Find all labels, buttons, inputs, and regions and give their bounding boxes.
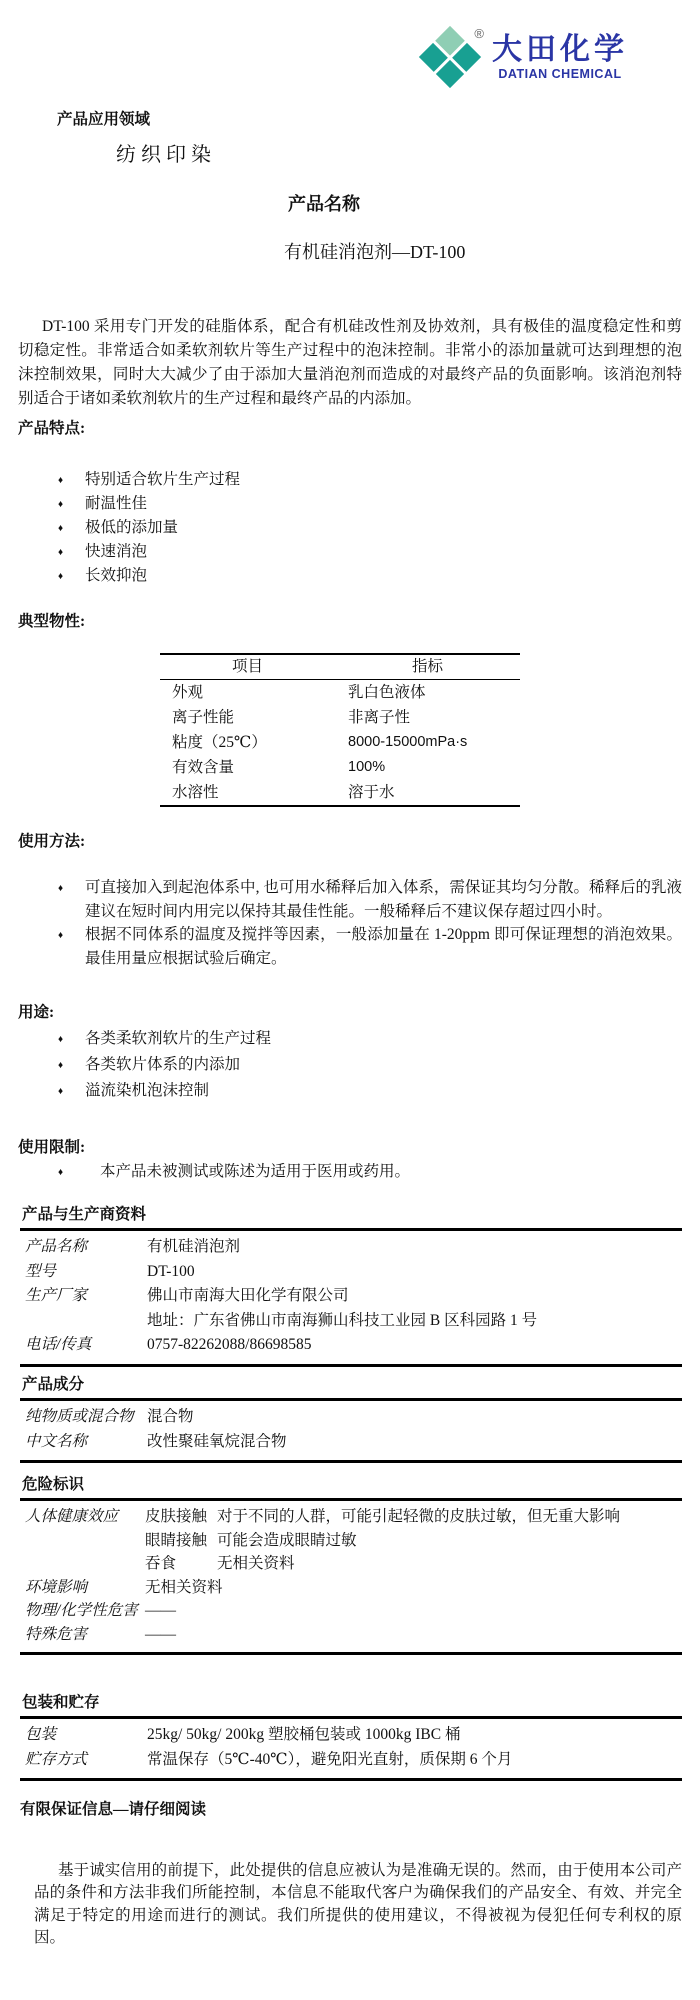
diamond-bullet-icon: ♦	[58, 1086, 64, 1097]
features-heading: 产品特点:	[18, 420, 86, 437]
diamond-bullet-icon: ♦	[58, 523, 64, 534]
hazard-row: 特殊危害 ——	[25, 1625, 176, 1643]
hazard-row: 吞食 无相关资料	[145, 1555, 295, 1572]
properties-heading: 典型物性:	[18, 613, 86, 630]
info-row: 包装 25kg/ 50kg/ 200kg 塑胶桶包装或 1000kg IBC 桶	[25, 1726, 461, 1743]
applications-heading: 用途:	[18, 1004, 55, 1021]
product-name-label: 产品名称	[288, 194, 360, 214]
registered-trademark-icon: ®	[474, 26, 484, 41]
application-text: 溢流染机泡沫控制	[85, 1082, 210, 1099]
list-item	[58, 923, 682, 970]
hazards-section	[20, 1472, 682, 1655]
feature-text: 耐温性佳	[85, 495, 148, 512]
application-text: 各类柔软剂软片的生产过程	[85, 1030, 272, 1047]
list-item	[58, 540, 240, 564]
warranty-paragraph: 基于诚实信用的前提下，此处提供的信息应被认为是准确无误的。然而，由于使用本公司产品的条件和方法非我们所能控制，本信息不能取代客户为确保我们的产品安全、有效、并完全满足于特定的用途而进行的测试。我们所提供的使用建议，不得被视为侵犯任何专利权的原因。	[34, 1861, 682, 1946]
application-field-value: 纺织印染	[116, 144, 216, 166]
section-heading: 危险标识	[20, 1472, 682, 1501]
list-item	[58, 1078, 271, 1104]
section-heading: 产品成分	[20, 1372, 682, 1401]
section-heading: 包装和贮存	[20, 1690, 682, 1719]
diamond-bullet-icon: ♦	[58, 571, 64, 582]
diamond-bullet-icon: ♦	[58, 1167, 64, 1178]
manufacturer-section	[20, 1202, 682, 1367]
restriction-text: 本产品未被测试或陈述为适用于医用或药用。	[100, 1163, 411, 1180]
info-row: 生产厂家 佛山市南海大田化学有限公司	[25, 1287, 349, 1304]
restrictions-list	[58, 1160, 410, 1184]
table-row: 水溶性 溶于水	[172, 784, 395, 801]
info-row: 贮存方式 常温保存（5℃-40℃），避免阳光直射，质保期 6 个月	[25, 1750, 513, 1768]
info-row: 纯物质或混合物 混合物	[25, 1408, 194, 1425]
diamond-bullet-icon: ♦	[58, 499, 64, 510]
diamond-bullet-icon: ♦	[58, 475, 64, 486]
hazard-row: 眼睛接触 可能会造成眼睛过敏	[145, 1531, 357, 1549]
section-heading: 产品与生产商资料	[20, 1202, 682, 1231]
table-row: 外观 乳白色液体	[172, 684, 426, 701]
application-text: 各类软片体系的内添加	[85, 1056, 241, 1073]
logo-diamond-icon	[420, 26, 486, 92]
usage-text: 根据不同体系的温度及搅拌等因素，一般添加量在 1-20ppm 即可保证理想的消泡效果。最佳用量应根据试验后确定。	[85, 926, 682, 967]
feature-text: 长效抑泡	[85, 567, 148, 584]
product-name-value: 有机硅消泡剂—DT-100	[284, 242, 466, 262]
diamond-bullet-icon: ♦	[58, 930, 64, 941]
hazard-row: 人体健康效应 皮肤接触 对于不同的人群，可能引起轻微的皮肤过敏，但无重大影响	[25, 1508, 621, 1525]
company-name-cn: 大田化学	[492, 33, 628, 66]
list-item	[58, 516, 240, 540]
column-header: 指标	[411, 658, 443, 675]
diamond-bullet-icon: ♦	[58, 1060, 64, 1071]
info-row: 地址：广东省佛山市南海狮山科技工业园 B 区科园路 1 号	[147, 1311, 538, 1329]
usage-list	[58, 876, 682, 970]
hazard-row: 物理/化学性危害 ——	[25, 1602, 176, 1619]
restrictions-heading: 使用限制:	[18, 1139, 86, 1156]
usage-heading: 使用方法:	[18, 833, 86, 850]
diamond-bullet-icon: ♦	[58, 883, 64, 894]
diamond-bullet-icon: ♦	[58, 1034, 64, 1045]
info-row: 产品名称 有机硅消泡剂	[25, 1238, 241, 1255]
company-logo	[420, 22, 628, 92]
packaging-section	[20, 1690, 682, 1781]
list-item	[58, 1026, 271, 1052]
diamond-bullet-icon: ♦	[58, 547, 64, 558]
column-header: 项目	[231, 658, 263, 675]
list-item	[58, 1160, 410, 1184]
table-row: 有效含量 100%	[172, 759, 386, 776]
list-item	[58, 564, 240, 588]
list-item	[58, 468, 240, 492]
application-field-label: 产品应用领域	[57, 111, 151, 128]
info-row: 型号 DT-100	[25, 1262, 195, 1280]
features-list	[58, 468, 240, 588]
list-item	[58, 492, 240, 516]
feature-text: 特别适合软片生产过程	[85, 471, 241, 488]
hazard-row: 环境影响 无相关资料	[25, 1578, 223, 1596]
warranty-heading: 有限保证信息—请仔细阅读	[20, 1801, 207, 1818]
intro-paragraph: DT-100 采用专门开发的硅脂体系，配合有机硅改性剂及协效剂，具有极佳的温度稳定性和剪切稳定性。非常适合如柔软剂软片等生产过程中的泡沫控制。非常小的添加量就可达到理想的泡沫控制效果，同时大大减少了由于添加大量消泡剂而造成的对最终产品的负面影响。该消泡剂特别适合于诸如柔软剂软片的生产过程和最终产品的内添加。	[18, 317, 682, 407]
info-row: 电话/传真 0757-82262088/86698585	[25, 1336, 312, 1353]
list-item	[58, 876, 682, 923]
table-row: 粘度（25℃） 8000-15000mPa·s	[172, 734, 468, 751]
list-item	[58, 1052, 271, 1078]
feature-text: 极低的添加量	[85, 519, 179, 536]
properties-table	[160, 653, 520, 807]
table-row: 离子性能 非离子性	[172, 709, 411, 726]
feature-text: 快速消泡	[85, 543, 148, 560]
info-row: 中文名称 改性聚硅氧烷混合物	[25, 1432, 287, 1450]
composition-section	[20, 1372, 682, 1463]
company-name-en: DATIAN CHEMICAL	[498, 67, 622, 81]
applications-list	[58, 1026, 271, 1104]
usage-text: 可直接加入到起泡体系中, 也可用水稀释后加入体系，需保证其均匀分散。稀释后的乳液建议在短时间内用完以保持其最佳性能。一般稀释后不建议保存超过四小时。	[85, 879, 682, 920]
table-header-row	[160, 655, 520, 680]
